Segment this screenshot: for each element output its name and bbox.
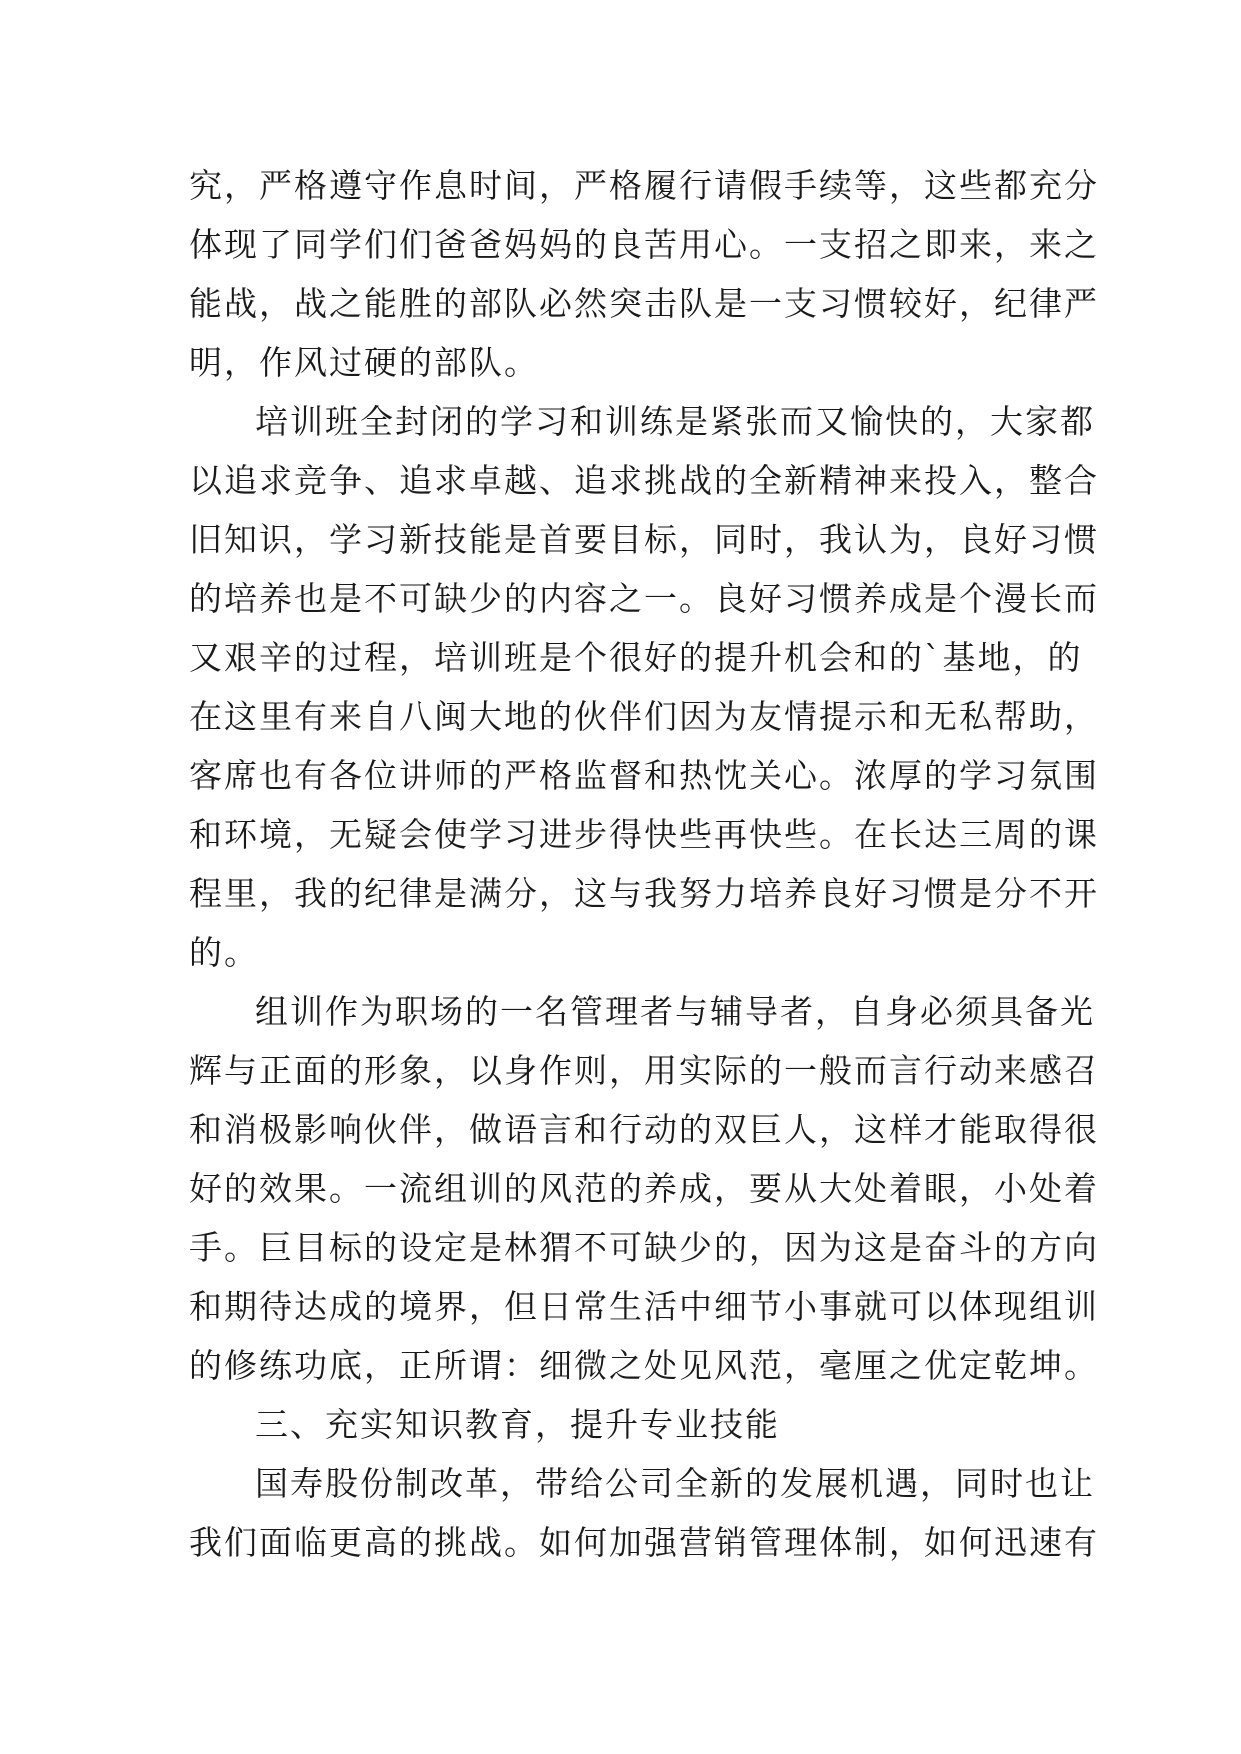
text-line: 培训班全封闭的学习和训练是紧张而又愉快的，大家都 <box>255 402 1095 441</box>
text-line: 国寿股份制改革，带给公司全新的发展机遇，同时也让 <box>255 1464 1095 1503</box>
text-line: 手。巨目标的设定是林猬不可缺少的，因为这是奋斗的方向 <box>189 1228 1099 1267</box>
text-line: 的。 <box>189 933 259 972</box>
text-line: 好的效果。一流组训的风范的养成，要从大处着眼，小处着 <box>189 1169 1099 1208</box>
text-line: 能战，战之能胜的部队必然突击队是一支习惯较好，纪律严 <box>189 284 1099 323</box>
text-line: 和消极影响伙伴，做语言和行动的双巨人，这样才能取得很 <box>189 1110 1099 1149</box>
text-line: 旧知识，学习新技能是首要目标，同时，我认为，良好习惯 <box>189 520 1099 559</box>
text-line: 组训作为职场的一名管理者与辅导者，自身必须具备光 <box>255 992 1095 1031</box>
text-line: 我们面临更高的挑战。如何加强营销管理体制，如何迅速有 <box>189 1523 1099 1562</box>
text-line: 明，作风过硬的部队。 <box>189 343 539 382</box>
text-line: 体现了同学们们爸爸妈妈的良苦用心。一支招之即来，来之 <box>189 225 1099 264</box>
text-line: 在这里有来自八闽大地的伙伴们因为友情提示和无私帮助， <box>189 697 1099 736</box>
document-body <box>189 156 1099 1572</box>
text-line: 又艰辛的过程，培训班是个很好的提升机会和的`基地，的 <box>189 638 1083 677</box>
text-line: 三、充实知识教育，提升专业技能 <box>255 1405 780 1444</box>
text-line: 的修练功底，正所谓：细微之处见风范，毫厘之优定乾坤。 <box>189 1346 1099 1385</box>
text-line: 以追求竞争、追求卓越、追求挑战的全新精神来投入，整合 <box>189 461 1099 500</box>
text-line: 辉与正面的形象，以身作则，用实际的一般而言行动来感召 <box>189 1051 1099 1090</box>
text-line: 的培养也是不可缺少的内容之一。良好习惯养成是个漫长而 <box>189 579 1099 618</box>
text-line: 究，严格遵守作息时间，严格履行请假手续等，这些都充分 <box>189 166 1099 205</box>
text-line: 客席也有各位讲师的严格监督和热忱关心。浓厚的学习氛围 <box>189 756 1099 795</box>
text-line: 和环境，无疑会使学习进步得快些再快些。在长达三周的课 <box>189 815 1099 854</box>
text-line: 和期待达成的境界，但日常生活中细节小事就可以体现组训 <box>189 1287 1099 1326</box>
text-line: 程里，我的纪律是满分，这与我努力培养良好习惯是分不开 <box>189 874 1099 913</box>
